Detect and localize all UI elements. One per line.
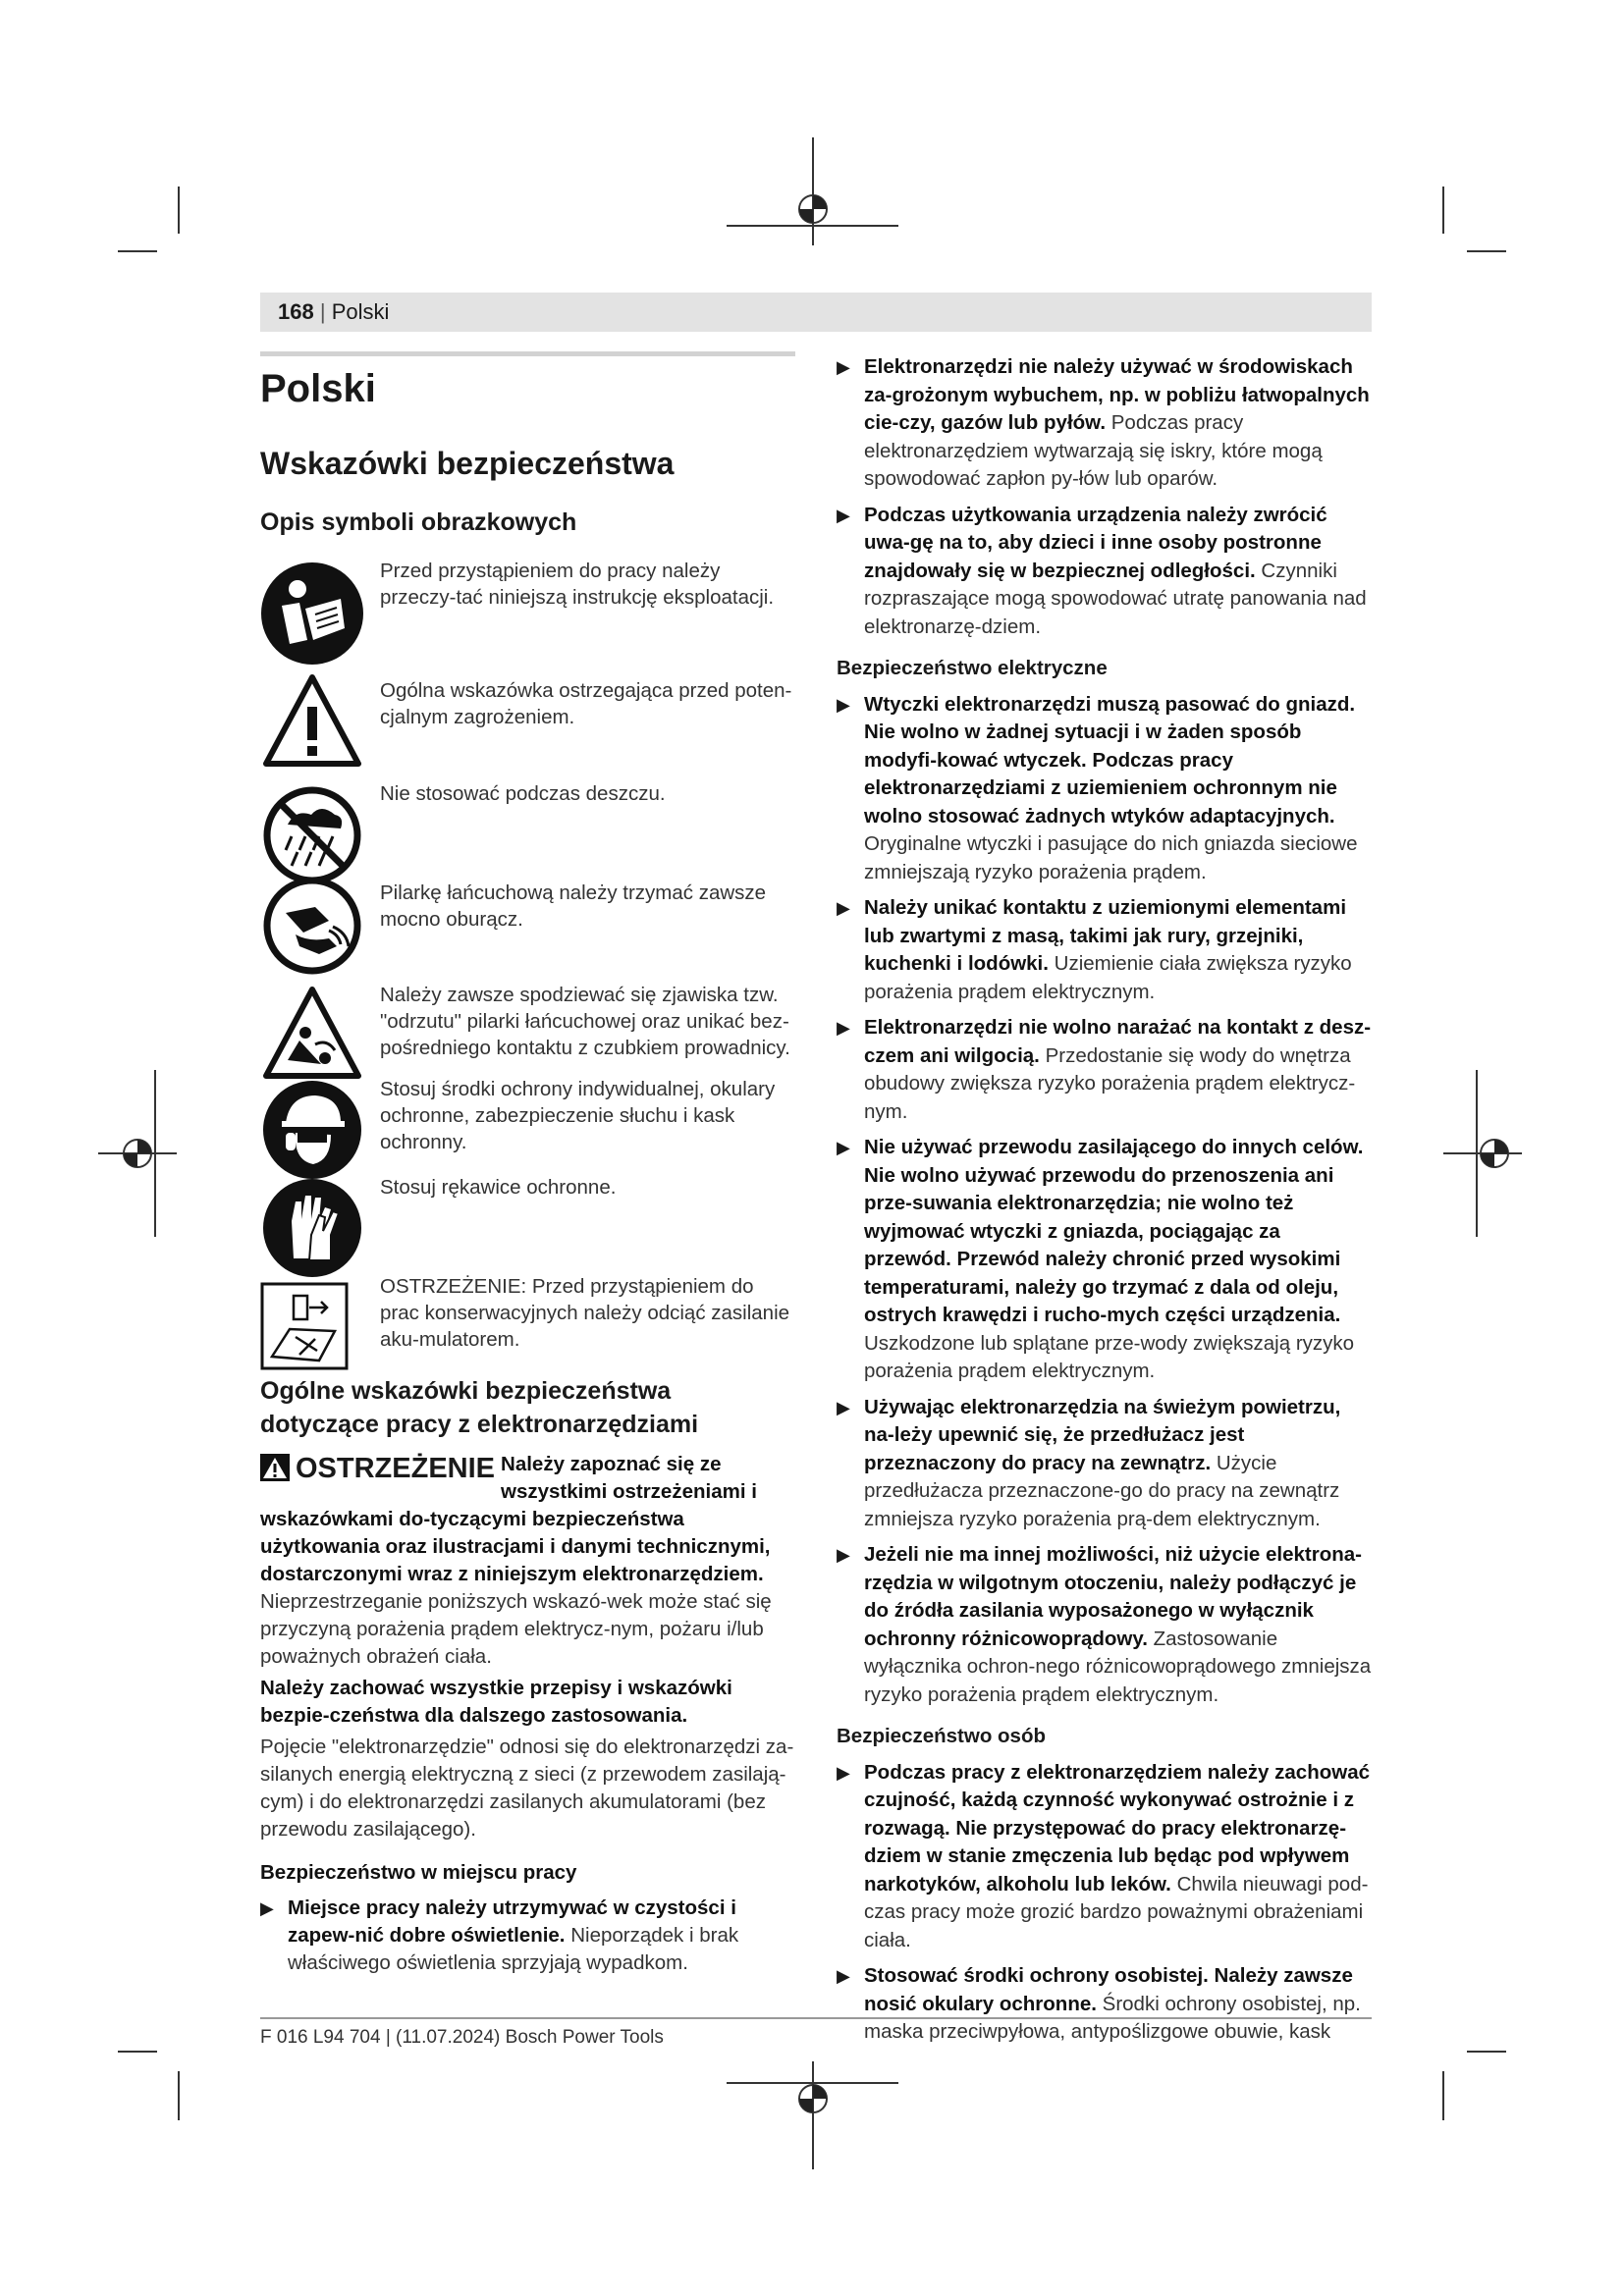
list-item-bold: Należy unikać kontaktu z uziemionymi elementami lub zwartymi z masą, takimi jak rury, grzejniki, kuchenki i lodówki. [864, 896, 1347, 975]
list-item-text: Zastosowanie wyłącznika ochron-nego różnicowoprądowego zmniejsza ryzyko porażenia prądem elektrycznym. [864, 1627, 1372, 1706]
page-title: Polski [260, 367, 376, 410]
no-rain-icon [260, 783, 364, 887]
bullet-arrow-icon: ▶ [260, 1898, 274, 1918]
warning-triangle-icon [260, 669, 364, 774]
bullet-arrow-icon: ▶ [837, 1966, 850, 1986]
list-item-text: Nieporządek i brak właściwego oświetlenia sprzyjają wypadkom. [288, 1924, 739, 1974]
symbol-text-no-rain: Nie stosować podczas deszczu. [380, 782, 666, 805]
list-item-bold: Elektronarzędzi nie wolno narażać na kontakt z desz-czem ani wilgocią. [864, 1016, 1372, 1067]
list-item-text: Środki ochrony osobistej, np. maska przeciwpyłowa, antypoślizgowe obuwie, kask [864, 1992, 1361, 2043]
warning-text: Nieprzestrzeganie poniższych wskazó-wek może stać się przyczyną porażenia prądem elektrycz-nym, pożaru i/lub poważnych obrażeń ciała. [260, 1590, 772, 1668]
list-item-text: Uszkodzone lub splątane prze-wody zwiększają ryzyko porażenia prądem elektrycznym. [864, 1331, 1355, 1382]
list-item-bold: Miejsce pracy należy utrzymywać w czystości i zapew-nić dobre oświetlenie. [288, 1896, 736, 1947]
list-item-text: Podczas pracy elektronarzędziem wytwarzają się iskry, które mogą spowodować zapłon py-łów lub oparów. [864, 411, 1323, 490]
list-item-bold: Stosować środki ochrony osobistej. Należy zawsze nosić okulary ochronne. [864, 1964, 1353, 2015]
bullet-arrow-icon: ▶ [837, 505, 850, 525]
warning-bold-text: Należy zapoznać się ze wszystkimi ostrzeżeniami i wskazówkami do-tyczącymi bezpieczeństwa użytkowania oraz ilustracjami i danymi technicznymi, dostarczonymi wraz z niniejszym elektronarzędziem. [260, 1453, 771, 1585]
bullet-arrow-icon: ▶ [837, 1018, 850, 1038]
read-manual-icon [260, 561, 364, 666]
bullet-arrow-icon: ▶ [837, 357, 850, 377]
keep-instructions: Należy zachować wszystkie przepisy i wskazówki bezpie-czeństwa dla dalszego zastosowania. [260, 1677, 732, 1727]
bullet-arrow-icon: ▶ [837, 694, 850, 715]
header-language: Polski [331, 299, 390, 324]
list-item [837, 1014, 1373, 1126]
bullet-arrow-icon: ▶ [837, 898, 850, 918]
list-item [837, 691, 1373, 887]
symbols-heading: Opis symboli obrazkowych [260, 508, 577, 536]
list-item-text: Przedostanie się wody do wnętrza obudowy zwiększa ryzyko porażenia prądem elektrycz-nym. [864, 1043, 1356, 1123]
list-item-text: Uziemienie ciała zwiększa ryzyko porażenia prądem elektrycznym. [864, 952, 1352, 1003]
list-item [837, 502, 1373, 642]
symbol-text-gloves: Stosuj rękawice ochronne. [380, 1176, 617, 1199]
list-item [837, 1759, 1373, 1955]
list-item-text: Chwila nieuwagi pod-czas pracy może grozić bardzo poważnymi obrażeniami ciała. [864, 1872, 1369, 1951]
two-hands-chainsaw-icon [260, 874, 364, 978]
protective-gear-icon [260, 1078, 364, 1182]
page-footer: F 016 L94 704 | (11.07.2024) Bosch Power Tools [260, 2027, 664, 2048]
symbol-text-two-hands: Pilarkę łańcuchową należy trzymać zawsze mocno oburącz. [380, 881, 767, 931]
list-item-bold: Nie używać przewodu zasilającego do innych celów. Nie wolno używać przewodu do przenoszenia ani prze-suwania elektronarzędzia; nie wolno też wyjmować wtyczki z gniazda, pociągając za przewód. Przewód należy chronić przed wysokimi temperaturami, należy go trzymać z dala od oleju, ostrych krawędzi i rucho-mych części urządzenia. [864, 1136, 1364, 1326]
list-item-bold: Używając elektronarzędzia na świeżym powietrzu, na-leży upewnić się, że przedłużacz jest przeznaczony do pracy na zewnątrz. [864, 1395, 1341, 1474]
section-title: Wskazówki bezpieczeństwa [260, 446, 675, 481]
list-item-text: Czynniki rozpraszające mogą spowodować utratę panowania nad elektronarzę-dziem. [864, 559, 1367, 638]
list-item-bold: Podczas użytkowania urządzenia należy zwrócić uwa-gę na to, aby dzieci i inne osoby postronne znajdowały się w bezpiecznej odległości. [864, 503, 1327, 582]
workplace-heading: Bezpieczeństwo w miejscu pracy [260, 1861, 577, 1884]
list-item [837, 1134, 1373, 1386]
bullet-arrow-icon: ▶ [837, 1138, 850, 1157]
list-item [837, 1541, 1373, 1709]
bullet-arrow-icon: ▶ [837, 1762, 850, 1783]
list-item-bold: Podczas pracy z elektronarzędziem należy zachować czujność, każdą czynność wykonywać ostrożnie i z rozwagą. Nie przystępować do pracy elektronarzę-dziem w stanie zmęczenia lub będąc pod wpływem narkotyków, alkoholu lub leków. [864, 1760, 1370, 1896]
list-item-bold: Jeżeli nie ma innej możliwości, niż użycie elektrona-rzędzia w wilgotnym otoczeniu, należy podłączyć je do źródła zasilania wyposażonego w wyłącznik ochronny różnicowoprądowy. [864, 1543, 1362, 1650]
general-warning-block [260, 1451, 795, 1985]
symbol-text-read-manual: Przed przystąpieniem do pracy należy przeczy-tać niniejszą instrukcję eksploatacji. [380, 560, 775, 609]
list-item [260, 1895, 795, 1977]
kickback-warning-icon [260, 982, 364, 1086]
warning-label [260, 1451, 495, 1486]
list-item [837, 1394, 1373, 1534]
electrical-heading: Bezpieczeństwo elektryczne [837, 657, 1108, 679]
list-item [837, 1962, 1373, 2047]
page-header-bar [260, 293, 1372, 332]
footer-rule [260, 2017, 1372, 2019]
list-item-text: Oryginalne wtyczki i pasujące do nich gniazda sieciowe zmniejszają ryzyko porażenia prądem. [864, 832, 1358, 883]
bullet-arrow-icon: ▶ [837, 1545, 850, 1565]
disconnect-battery-icon [260, 1282, 349, 1370]
right-column [837, 353, 1373, 2055]
personal-safety-heading: Bezpieczeństwo osób [837, 1725, 1047, 1747]
page-number: 168 [278, 299, 314, 324]
symbol-text-kickback: Należy zawsze spodziewać się zjawiska tzw. "odrzutu" pilarki łańcuchowej oraz unikać bez-pośredniego kontaktu z czubkiem prowadnicy. [380, 984, 790, 1059]
term-definition: Pojęcie "elektronarzędzie" odnosi się do elektronarzędzi za-silanych energią elektryczną z sieci (z przewodem zasilają-cym) i do elektronarzędzi zasilanych akumulatorami (bez przewodu zasilającego). [260, 1735, 794, 1841]
column-rule [260, 351, 795, 356]
symbol-text-protective-gear: Stosuj środki ochrony indywidualnej, okulary ochronne, zabezpieczenie słuchu i kask ochronny. [380, 1078, 776, 1153]
symbol-text-disconnect-battery: OSTRZEŻENIE: Przed przystąpieniem do prac konserwacyjnych należy odciąć zasilanie aku-mulatorem. [380, 1275, 790, 1351]
list-item [837, 353, 1373, 494]
symbol-text-warning: Ogólna wskazówka ostrzegająca przed poten-cjalnym zagrożeniem. [380, 679, 792, 728]
list-item [837, 894, 1373, 1006]
page-header [278, 298, 389, 326]
general-safety-heading: Ogólne wskazówki bezpieczeństwa dotyczące pracy z elektronarzędziami [260, 1377, 699, 1438]
list-item-bold: Wtyczki elektronarzędzi muszą pasować do gniazd. Nie wolno w żadnej sytuacji i w żaden sposób modyfi-kować wtyczek. Podczas pracy elektronarzędziami z uziemieniem ochronnym nie wolno stosować żadnych wtyków adaptacyjnych. [864, 692, 1356, 828]
header-separator: | [319, 299, 326, 324]
warning-label-text: OSTRZEŻENIE [296, 1453, 496, 1484]
warning-triangle-small-icon [260, 1454, 290, 1481]
list-item-bold: Elektronarzędzi nie należy używać w środowiskach za-grożonym wybuchem, np. w pobliżu łatwopalnych cie-czy, gazów lub pyłów. [864, 355, 1370, 434]
list-item-text: Użycie przedłużacza przeznaczone-go do pracy na zewnątrz zmniejsza ryzyko porażenia prą-dem elektrycznym. [864, 1451, 1340, 1530]
bullet-arrow-icon: ▶ [837, 1397, 850, 1417]
gloves-icon [260, 1176, 364, 1280]
